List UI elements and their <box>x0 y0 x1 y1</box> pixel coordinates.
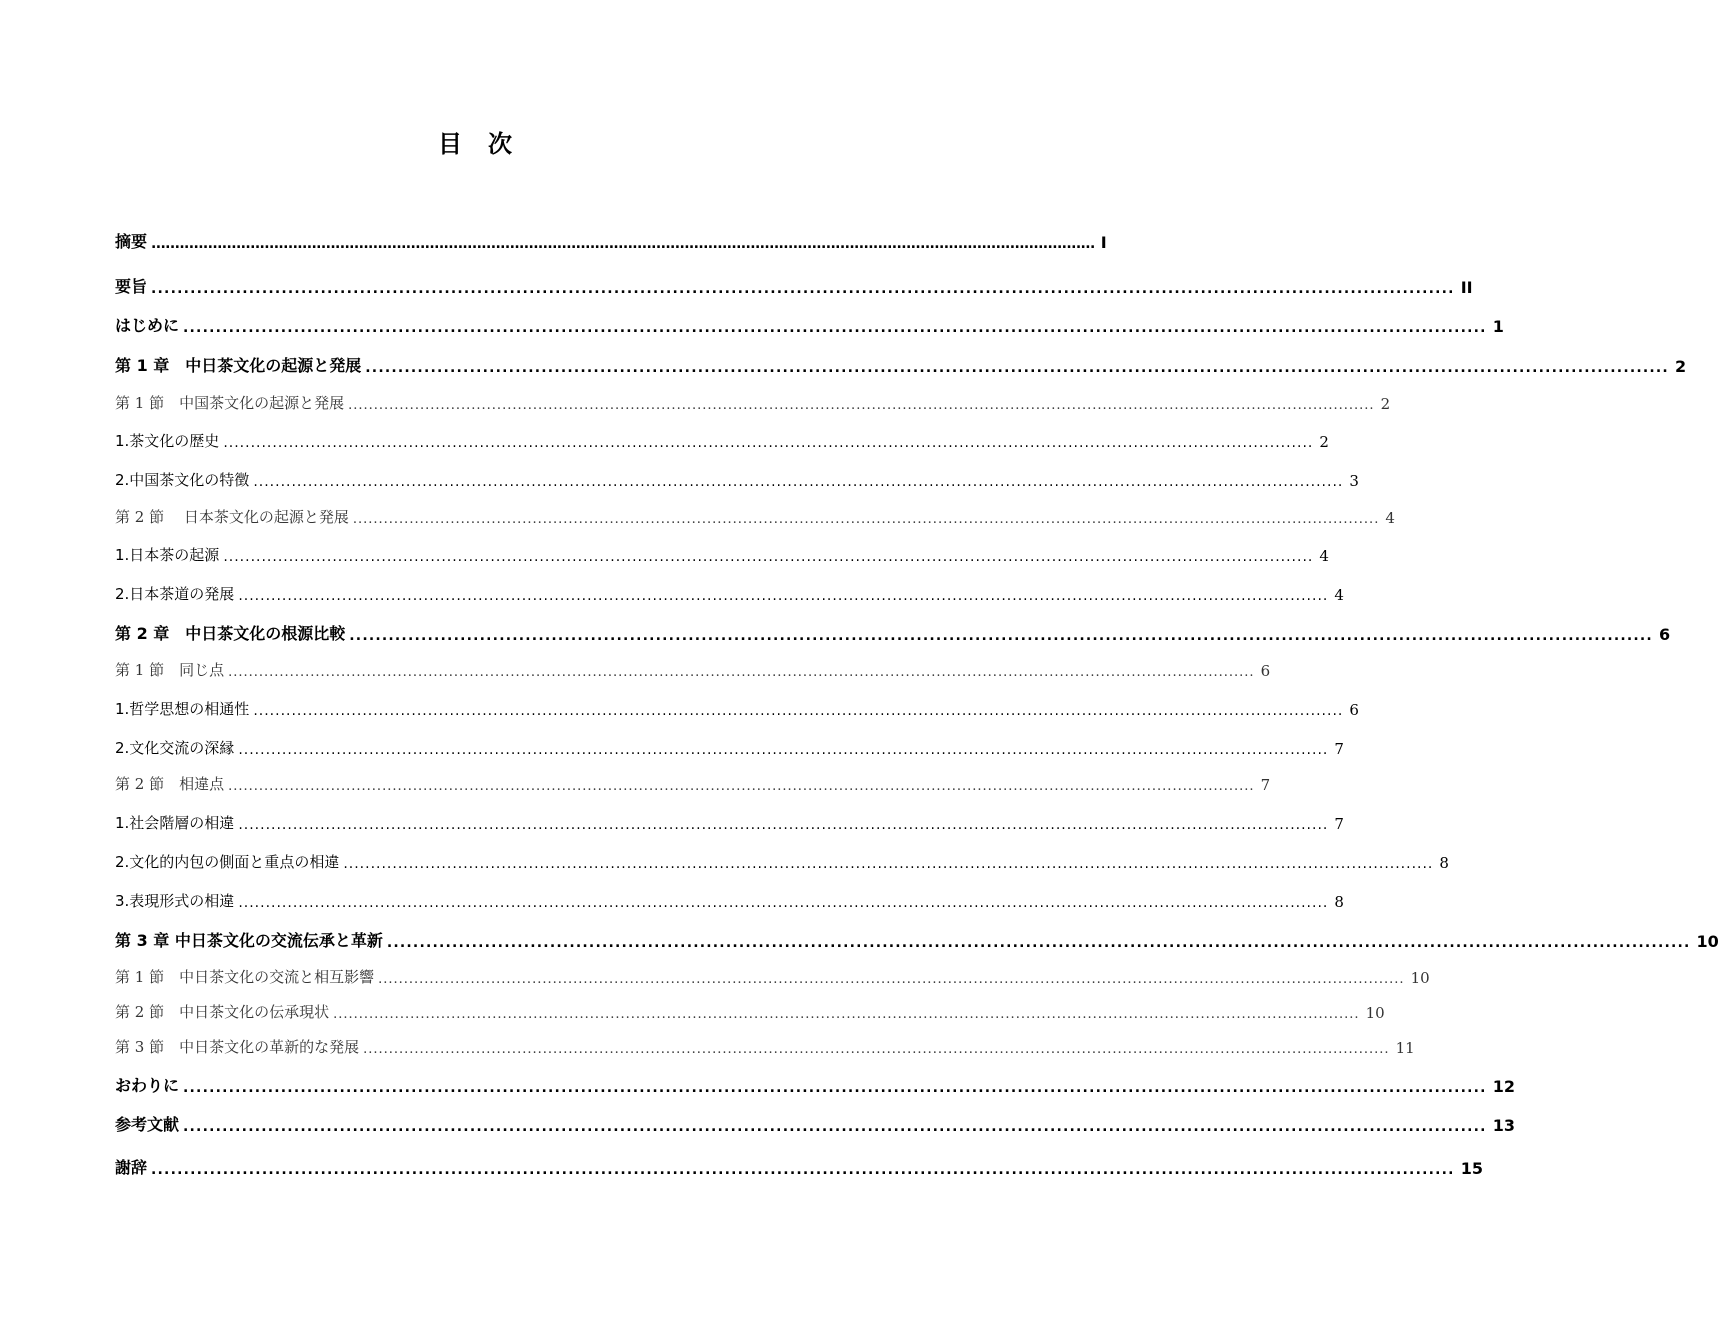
toc-entry-chapter-3-section-2[interactable] <box>115 998 1385 1022</box>
toc-entry-item[interactable] <box>115 466 1359 490</box>
toc-label: おわりに <box>115 1076 180 1095</box>
toc-label: 第 2 節 中日茶文化の伝承現状 <box>115 1003 330 1021</box>
toc-page-number: 12 <box>1492 1077 1515 1096</box>
toc-page-number: 1 <box>1492 317 1504 336</box>
toc-page-number: 4 <box>1319 547 1329 565</box>
toc-label: 2.中国茶文化の特徴 <box>115 471 250 489</box>
toc-label: 第 1 章 中日茶文化の起源と発展 <box>115 356 362 375</box>
title-char-2: 次 <box>488 130 512 158</box>
toc-label: 3.表現形式の相違 <box>115 892 235 910</box>
toc-leader: ........................................................................................................................................................................................................ <box>151 281 1455 297</box>
toc-label: 摘要 <box>115 232 148 251</box>
toc-leader: ........................................................................................................................................................................................................ <box>365 360 1669 376</box>
toc-entry-item[interactable] <box>115 695 1359 719</box>
toc-page-number: 2 <box>1380 395 1391 413</box>
toc-page-number: 15 <box>1460 1159 1483 1178</box>
toc-entry-item[interactable] <box>115 734 1344 758</box>
toc-leader: ........................................................................................................................................................................................................ <box>238 588 1329 604</box>
toc-entry-item[interactable] <box>115 541 1329 565</box>
toc-entry-item[interactable] <box>115 809 1344 833</box>
toc-label: 1.哲学思想の相通性 <box>115 700 250 718</box>
toc-leader: ........................................................................................................................................................................................................ <box>223 435 1314 451</box>
toc-page-number: 8 <box>1334 893 1344 911</box>
toc-leader: ........................................................................................................................................................................................................ <box>253 703 1344 719</box>
toc-label: 第 2 節 日本茶文化の起源と発展 <box>115 508 349 526</box>
toc-page-number: 6 <box>1260 662 1271 680</box>
toc-entry-item[interactable] <box>115 848 1449 872</box>
toc-leader: ........................................................................................................................................................................................................ <box>238 895 1329 911</box>
toc-label: 2.文化的内包の側面と重点の相違 <box>115 853 340 871</box>
toc-entry-conclusion[interactable] <box>115 1072 1515 1096</box>
toc-page-number: 4 <box>1385 509 1395 527</box>
toc-entry-chapter-3-section-1[interactable] <box>115 963 1430 987</box>
toc-page-number: 7 <box>1334 740 1344 758</box>
toc-leader: ........................................................................................................................................................................................................ <box>238 817 1329 833</box>
toc-entry-chapter-2[interactable] <box>115 620 1671 644</box>
toc-label: 1.日本茶の起源 <box>115 546 220 564</box>
toc-leader: ........................................................................................................................................................................................................ <box>183 320 1487 336</box>
toc-leader: ........................................................................................................................................................................................................ <box>333 1007 1360 1022</box>
toc-leader: ........................................................................................................................................................................................................ <box>348 398 1375 413</box>
toc-leader: ........................................................................................................................................................................................................ <box>349 628 1653 644</box>
toc-leader: ........................................................................................................................................................................................................ <box>183 1080 1487 1096</box>
toc-leader: ........................................................................................................................................................................................................ <box>352 512 1380 527</box>
toc-label: 1.茶文化の歴史 <box>115 432 220 450</box>
toc-leader: ........................................................................................................................................................................................................ <box>151 1162 1455 1178</box>
toc-entry-acknowledgements[interactable] <box>115 1154 1483 1178</box>
toc-page-number: 7 <box>1260 776 1271 794</box>
toc-page-number: 6 <box>1349 701 1359 719</box>
toc-label: 1.社会階層の相違 <box>115 814 235 832</box>
toc-label: 第 1 節 中日茶文化の交流と相互影響 <box>115 968 375 986</box>
toc-leader: ........................................................................................................................................................................................................ <box>151 236 1095 252</box>
toc-entry-chapter-2-section-1[interactable] <box>115 656 1271 680</box>
toc-label: 2.文化交流の深縁 <box>115 739 235 757</box>
toc-leader: ........................................................................................................................................................................................................ <box>253 474 1344 490</box>
toc-label: 第 1 節 同じ点 <box>115 661 225 679</box>
toc-label: 第 2 章 中日茶文化の根源比較 <box>115 624 346 643</box>
toc-label: 2.日本茶道の発展 <box>115 585 235 603</box>
toc-leader: ........................................................................................................................................................................................................ <box>228 779 1255 794</box>
toc-entry-chapter-3-section-3[interactable] <box>115 1033 1415 1057</box>
title-char-1: 目 <box>438 130 462 158</box>
toc-page-number: 7 <box>1334 815 1344 833</box>
toc-entry-item[interactable] <box>115 580 1344 604</box>
toc-page-number: 10 <box>1365 1004 1385 1022</box>
toc-leader: ........................................................................................................................................................................................................ <box>343 856 1434 872</box>
toc-leader: ........................................................................................................................................................................................................ <box>386 935 1691 951</box>
toc-entry-item[interactable] <box>115 427 1329 451</box>
toc-label: 参考文献 <box>115 1115 180 1134</box>
toc-page-number: I <box>1100 233 1107 252</box>
toc-entry-chapter-1-section-2[interactable] <box>115 503 1395 527</box>
toc-entry-abstract[interactable] <box>115 228 1107 252</box>
toc-page-number: 10 <box>1696 932 1719 951</box>
toc-leader: ........................................................................................................................................................................................................ <box>183 1119 1487 1135</box>
toc-page-number: 6 <box>1658 625 1671 644</box>
toc-page-number: II <box>1460 278 1473 297</box>
toc-label: 第 2 節 相違点 <box>115 775 225 793</box>
toc-entry-introduction[interactable] <box>115 312 1504 336</box>
toc-entry-chapter-1[interactable] <box>115 352 1687 376</box>
toc-leader: ........................................................................................................................................................................................................ <box>378 972 1405 987</box>
toc-entry-references[interactable] <box>115 1111 1515 1135</box>
toc-label: はじめに <box>115 316 180 335</box>
toc-label: 第 3 節 中日茶文化の革新的な発展 <box>115 1038 360 1056</box>
toc-page-number: 10 <box>1410 969 1430 987</box>
toc-label: 第 1 節 中国茶文化の起源と発展 <box>115 394 345 412</box>
toc-page-number: 3 <box>1349 472 1359 490</box>
toc-label: 要旨 <box>115 277 148 296</box>
toc-leader: ........................................................................................................................................................................................................ <box>223 549 1314 565</box>
toc-entry-chapter-1-section-1[interactable] <box>115 389 1391 413</box>
toc-leader: ........................................................................................................................................................................................................ <box>238 742 1329 758</box>
toc-label: 第 3 章 中日茶文化の交流伝承と革新 <box>115 931 383 950</box>
toc-page-number: 8 <box>1439 854 1449 872</box>
toc-page-number: 11 <box>1395 1039 1415 1057</box>
toc-page-number: 2 <box>1319 433 1329 451</box>
toc-page-number: 13 <box>1492 1116 1515 1135</box>
toc-label: 謝辞 <box>115 1158 148 1177</box>
toc-entry-chapter-2-section-2[interactable] <box>115 770 1271 794</box>
toc-entry-chapter-3[interactable] <box>115 927 1719 951</box>
toc-leader: ........................................................................................................................................................................................................ <box>363 1042 1390 1057</box>
toc-leader: ........................................................................................................................................................................................................ <box>228 665 1255 680</box>
toc-page-number: 4 <box>1334 586 1344 604</box>
toc-page-number: 2 <box>1674 357 1687 376</box>
toc-entry-item[interactable] <box>115 887 1344 911</box>
toc-entry-summary[interactable] <box>115 273 1473 297</box>
